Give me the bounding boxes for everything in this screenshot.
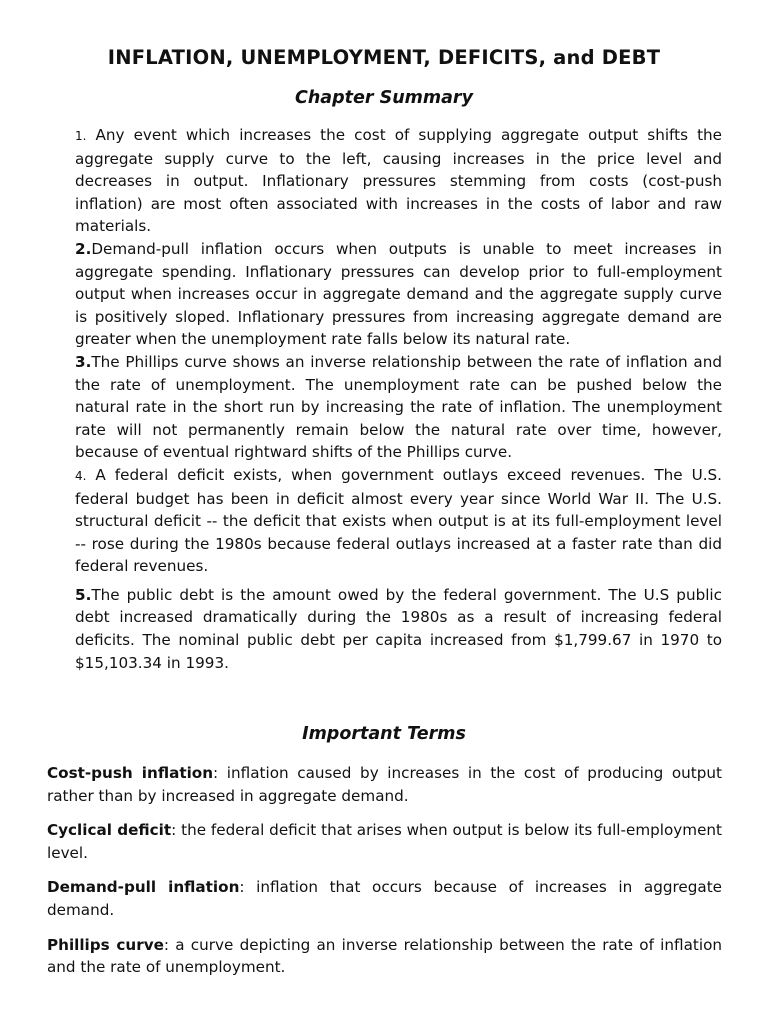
summary-item-text: A federal deficit exists, when government outlays exceed revenues. The U.S. federal budget has been in deficit almost every year since World War II. The U.S. structural deficit -- the deficit that exists when output is at its full-employment level -- rose during the 1980s because federal outlays increased at a faster rate than did federal revenues. [75, 465, 722, 576]
summary-item-1 [75, 124, 722, 238]
summary-item-4 [75, 464, 722, 578]
term-name: Cost-push inflation [47, 764, 214, 782]
summary-item-text: Any event which increases the cost of supplying aggregate output shifts the aggregate supply curve to the left, causing increases in the price level and decreases in output. Inflationary pressures stemming from costs (cost-push inflation) are most often associated with increases in the costs of labor and raw materials. [75, 126, 722, 236]
summary-item-number: 1. [75, 129, 87, 143]
chapter-summary-heading: Chapter Summary [295, 88, 473, 108]
summary-item-2 [75, 238, 722, 351]
page-title: INFLATION, UNEMPLOYMENT, DEFICITS, and DEBT [107, 46, 661, 69]
important-terms-list [47, 762, 722, 991]
term-entry [47, 876, 722, 921]
summary-item-number: 5. [75, 585, 92, 604]
term-entry [47, 934, 722, 979]
important-terms-heading: Important Terms [302, 724, 466, 744]
term-name: Cyclical deficit [47, 821, 172, 840]
summary-item-3 [75, 351, 722, 464]
summary-item-number: 4. [75, 468, 87, 483]
summary-item-text: Demand-pull inflation occurs when outputs is unable to meet increases in aggregate spending. Inflationary pressures can develop prior to full-employment output when increases occur in aggregate demand and the aggregate supply curve is positively sloped. Inflationary pressures from increasing aggregate demand are greater when the unemployment rate falls below its natural rate. [75, 239, 722, 349]
term-name: Phillips curve [47, 935, 164, 954]
term-entry [47, 762, 722, 807]
chapter-summary [75, 124, 722, 674]
summary-item-number: 2. [75, 239, 92, 258]
term-definition: : inflation caused by increases in the cost of producing output rather than by increased in aggregate demand. [47, 764, 722, 805]
summary-item-text: The Phillips curve shows an inverse relationship between the rate of inflation and the rate of unemployment. The unemployment rate can be pushed below the natural rate in the short run by increasing the rate of inflation. The unemployment rate will not permanently remain below the natural rate over time, however, because of eventual rightward shifts of the Phillips curve. [75, 352, 722, 462]
summary-item-text: The public debt is the amount owed by the federal government. The U.S public debt increased dramatically during the 1980s as a result of increasing federal deficits. The nominal public debt per capita increased from $1,799.67 in 1970 to $15,103.34 in 1993. [75, 585, 722, 672]
term-definition: : inflation that occurs because of increases in aggregate demand. [47, 878, 722, 919]
term-name: Demand-pull inflation [47, 878, 240, 897]
term-definition: : a curve depicting an inverse relationship between the rate of inflation and the rate of unemployment. [47, 935, 722, 977]
term-definition: : the federal deficit that arises when output is below its full-employment level. [47, 821, 722, 862]
term-entry [47, 819, 722, 864]
summary-item-5 [75, 584, 722, 674]
summary-item-number: 3. [75, 352, 92, 371]
